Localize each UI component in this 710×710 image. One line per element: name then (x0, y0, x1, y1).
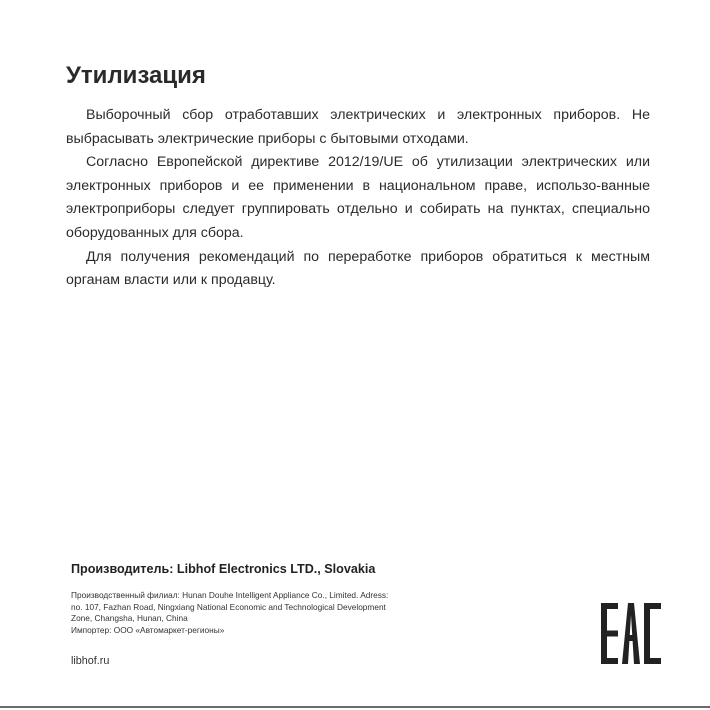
page-title: Утилизация (66, 62, 206, 89)
eac-mark-icon (601, 603, 661, 664)
details-line: Zone, Changsha, Hunan, China (71, 613, 188, 624)
manufacturer-details (71, 590, 451, 636)
bottom-divider (0, 706, 710, 708)
website-link[interactable]: libhof.ru (71, 655, 110, 667)
paragraph-recommendations: Для получения рекомендаций по переработке приборов обратиться к местным органам власти или к продавцу. (66, 248, 650, 289)
paragraph-directive: Согласно Европейской директиве 2012/19/UE об утилизации электрических или электронных приборов и ее применении в национальном праве, использо-ванные электроприборы следует группировать отдельно и собирать на пунктах, специально оборудованных для сбора. (66, 154, 650, 241)
manufacturer-line: Производитель: Libhof Electronics LTD., Slovakia (71, 562, 376, 576)
disposal-text (66, 104, 650, 293)
details-line: Производственный филиал: Hunan Douhe Intelligent Appliance Co., Limited. Adress: (71, 590, 389, 600)
importer-line: Импортер: ООО «Автомаркет-регионы» (71, 624, 225, 635)
paragraph-collection: Выборочный сбор отработавших электрических и электронных приборов. Не выбрасывать электрические приборы с бытовыми отходами. (66, 107, 650, 147)
details-line: no. 107, Fazhan Road, Ningxiang National Economic and Technological Development (71, 601, 386, 612)
